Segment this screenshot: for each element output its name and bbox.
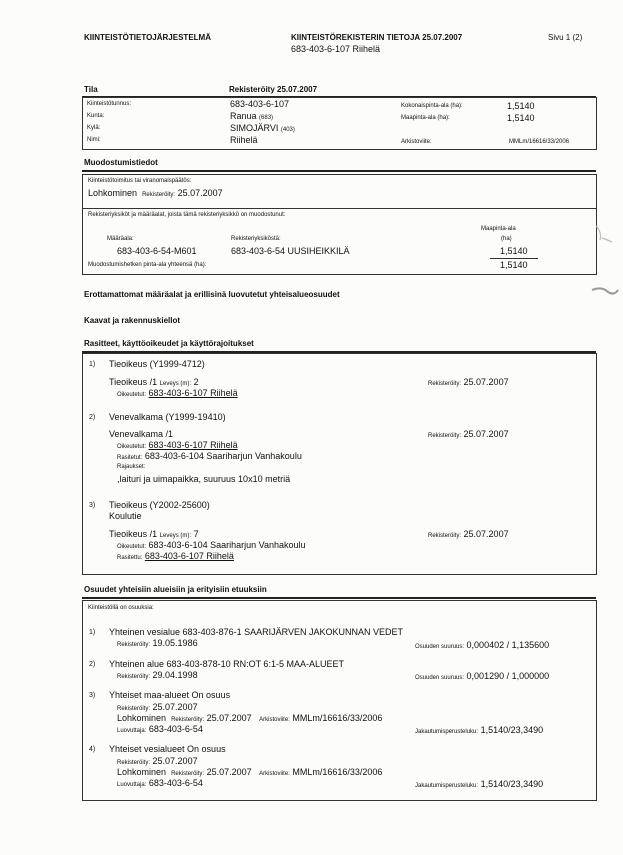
divider [82,597,596,599]
label-municipality: Kunta: [87,113,105,119]
osuus-title: Yhteiset maa-alueet On osuus [109,690,231,700]
rasite-line: Venevalkama /1 [109,429,174,439]
from-unit-label: Rekisteriyksiköstä: [231,236,281,242]
osuus-procedure: Lohkominen Rekisteröity: 25.07.2007 Arkistoviite: MMLm/16616/33/2006 [117,713,383,723]
property-name: Riihelä [230,135,258,145]
village: SIMOJÄRVI (403) [230,123,295,133]
total-value: 1,5140 [500,260,528,270]
procedure-label: Kiinteistötoimitus tai viranomaispäätös: [88,178,192,184]
kaavat-heading: Kaavat ja rakennuskiellot [84,316,181,325]
label-name: Nimi: [87,137,101,143]
osuus-share: Osuuden suuruus: 0,000402 / 1,135600 [415,640,550,650]
osuus-title: Yhteiset vesialueet On osuus [109,744,226,754]
rasite-title: Venevalkama (Y1999-19410) [109,412,226,422]
rasite-line: Tieoikeus /1 Leveys (m): 2 [109,377,199,387]
osuus-num: 4) [89,746,96,753]
rasite-title: Tieoikeus (Y1999-4712) [109,359,205,369]
rasite-num: 3) [89,502,96,509]
scan-smudge-icon [590,284,620,298]
osuus-procedure: Lohkominen Rekisteröity: 25.07.2007 Arkistoviite: MMLm/16616/33/2006 [117,767,383,777]
tila-registered: Rekisteröity 25.07.2007 [229,85,318,94]
rasite-oikeutetut: Oikeutetut: 683-403-6-107 Riihelä [117,440,238,450]
rasite-registered: Rekisteröity: 25.07.2007 [428,377,509,387]
from-unit-value: 683-403-6-54 UUSIHEIKKILÄ [231,246,350,256]
rasite-oikeutetut: Oikeutetut: 683-403-6-107 Riihelä [117,388,238,398]
label-id: Kiinteistötunnus: [87,101,132,107]
osuus-num: 3) [89,692,96,699]
ha-label: (ha) [501,236,512,242]
erottamattomat-heading: Erottamattomat määräalat ja erillisinä luovutetut yhteisalueosuudet [84,290,340,299]
property-id: 683-403-6-107 [230,99,290,109]
total-label: Muodostumishetken pinta-ala yhteensä (ha): [88,262,207,268]
osuus-basis: Jakautumisperusteluku: 1,5140/23,3490 [415,779,544,789]
osuus-title: Yhteinen vesialue 683-403-876-1 SAARIJÄRVEN JAKOKUNNAN VEDET [109,627,403,637]
osuus-giver: Luovuttaja: 683-403-6-54 [117,778,203,788]
archive-ref: MMLm/16616/33/2006 [509,139,570,145]
osuus-registered: Rekisteröity: 19.05.1986 [117,638,198,648]
divider [82,170,596,172]
rasite-rasitettu: Rasitettu: 683-403-6-107 Riihelä [117,551,234,561]
scan-smudge-icon [592,222,616,244]
osuus-title: Yhteinen alue 683-403-878-10 RN:OT 6:1-5 MAA-ALUEET [109,659,344,669]
rasite-registered: Rekisteröity: 25.07.2007 [428,529,509,539]
sum-line [490,258,538,259]
label-village: Kylä: [87,125,101,131]
osuus-num: 2) [89,661,96,668]
osuus-registered: Rekisteröity: 25.07.2007 [117,702,198,712]
land-area: 1,5140 [507,113,535,123]
land-area-label: Maapinta-ala [481,226,516,232]
osuudet-heading: Osuudet yhteisiin alueisiin ja erityisiin etuuksiin [84,585,267,594]
osuus-giver: Luovuttaja: 683-403-6-54 [117,724,203,734]
label-total-area: Kokonaispinta-ala (ha): [401,103,463,109]
osuus-num: 1) [89,629,96,636]
muodostumis-heading: Muodostumistiedot [84,158,158,167]
rasite-oikeutetut: Oikeutetut: 683-403-6-104 Saariharjun Vanhakoulu [117,540,306,550]
rasite-num: 2) [89,414,96,421]
osuudet-intro: Kiinteistöllä on osuuksia: [88,605,154,611]
procedure: Lohkominen Rekisteröity: 25.07.2007 [88,188,223,198]
rasitteet-heading: Rasitteet, käyttöoikeudet ja käyttörajoitukset [84,339,254,348]
property-ref: 683-403-6-107 Riihelä [291,44,381,54]
tila-heading: Tila [84,85,98,94]
osuus-share: Osuuden suuruus: 0,001290 / 1,000000 [415,671,550,681]
page-label: Sivu 1 (2) [548,33,583,42]
osuus-registered: Rekisteröity: 29.04.1998 [117,670,198,680]
osuus-registered: Rekisteröity: 25.07.2007 [117,756,198,766]
doc-title: KIINTEISTÖREKISTERIN TIETOJA 25.07.2007 [291,33,463,42]
area-value: 1,5140 [500,246,528,256]
rasite-rasitetut: Rasitetut: 683-403-6-104 Saariharjun Vanhakoulu [117,451,302,461]
maaraala-value: 683-403-6-54-M601 [117,246,197,256]
label-land-area: Maapinta-ala (ha): [401,115,450,121]
municipality: Ranua (683) [230,111,274,121]
rasite-rajaukset: ,laituri ja uimapaikka, suuruus 10x10 metriä [117,474,291,484]
rasite-num: 1) [89,361,96,368]
label-archive: Arkistoviite: [401,139,432,145]
units-label: Rekisteriyksiköt ja määräalat, joista tämä rekisteriyksikkö on muodostunut: [88,212,286,218]
osuus-basis: Jakautumisperusteluku: 1,5140/23,3490 [415,725,544,735]
rasite-rajaukset-label: Rajaukset: [117,464,146,470]
system-title: KIINTEISTÖTIETOJÄRJESTELMÄ [84,33,211,42]
rasite-line: Tieoikeus /1 Leveys (m): 7 [109,529,199,539]
total-area: 1,5140 [507,101,535,111]
maaraala-label: Määräala: [107,236,134,242]
rasite-registered: Rekisteröity: 25.07.2007 [428,429,509,439]
rasite-subtitle: Koulutie [109,511,142,521]
rasite-title: Tieoikeus (Y2002-25600) [109,500,210,510]
